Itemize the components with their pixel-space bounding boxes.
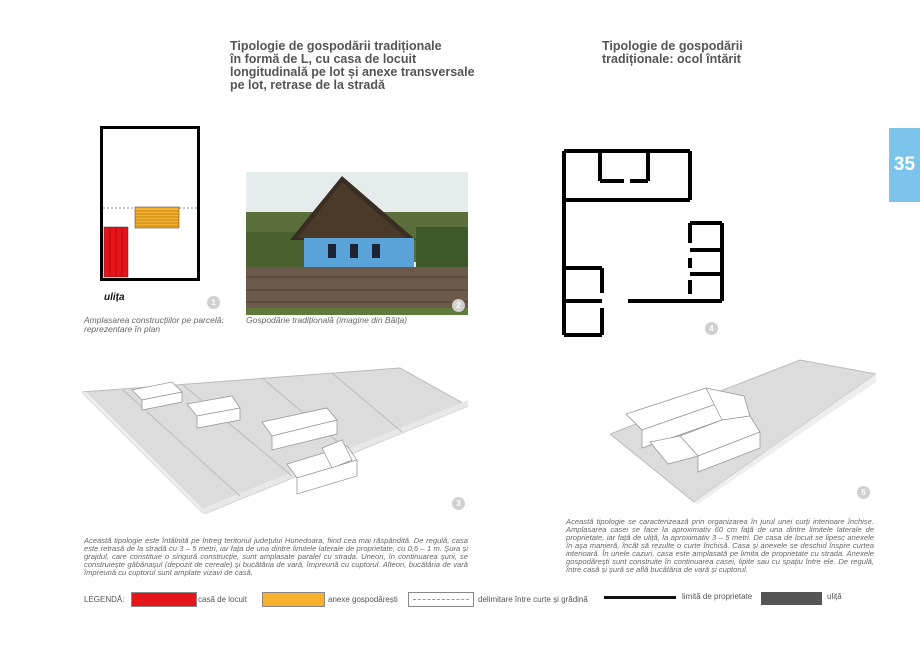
left-section-title: Tipologie de gospodării tradiționale în formă de L, cu casa de locuit longitudinală pe lot și anexe transversale pe lot, retrase de la stradă bbox=[230, 39, 475, 92]
figure-1-caption: Amplasarea construcțiilor pe parcelă: reprezentare în plan bbox=[84, 315, 224, 334]
figure-number-1: 1 bbox=[207, 296, 220, 309]
legend-label-property-limit: limită de proprietate bbox=[682, 592, 753, 601]
figure-number-4: 4 bbox=[705, 322, 718, 335]
legend-swatch-street bbox=[761, 592, 822, 605]
legend-label-courtyard-delimitation: delimitare între curte și grădină bbox=[478, 595, 588, 604]
street-label: ulița bbox=[104, 292, 125, 303]
right-description: Această tipologie se caracterizează prin organizarea în jurul unei curți interioare închise. Amplasarea casei se face la aproximativ 60 cm față de una dintre limitele laterale de proprietate, iar față de uliță, la aproximativ 3 – 5 metri. De casa de locuit se lipesc anexele în așa manieră, încât să rezulte o curte închisă. Casa și anexele se deschid înspre curtea interioară. În unele cazuri, casa este amplasată pe limita de proprietate cu strada. Anexele gospodărești sunt construite în continuarea casei, lipite sau cu spațiu între ele. De regulă, între casă și șură se află bucătăria de vară și cuptorul. bbox=[566, 517, 874, 574]
legend-swatch-house bbox=[131, 592, 197, 607]
left-description: Această tipologie este întâlnită pe întreg teritoriul județului Hunedoara, fiind cea mai răspândită. De regulă, casa este retrasă de la stradă cu 3 – 5 metri, iar fața de una dintre limitele laterale de proprietate, cu 0,6 – 1 m. Șura și grajdul, care constituie o singură construcție, sunt amplasate paralel cu strada. Uneori, în continuarea șurii, se construiește găbănașul (depozit de cereale) și bucătăria de vară, împreună cu cuptorul. Alteori, bucătăria de vară împreună cu cuptorul sunt amplate vizavi de casă. bbox=[84, 536, 468, 577]
legend-label-house: casă de locuit bbox=[198, 595, 247, 604]
legend-title: LEGENDĂ: bbox=[84, 595, 125, 604]
l-shaped-households-3d bbox=[82, 364, 468, 514]
plot-plan-figure bbox=[100, 126, 202, 282]
figure-2-caption: Gospodărie tradițională (imagine din Băița) bbox=[246, 315, 408, 325]
figure-number-2: 2 bbox=[452, 299, 465, 312]
legend-swatch-annexes bbox=[262, 592, 325, 607]
legend-label-street: uliță bbox=[827, 592, 842, 601]
fortified-courtyard-plan bbox=[560, 148, 726, 338]
page-number-tab: 35 bbox=[889, 128, 920, 202]
legend-swatch-courtyard-delimitation bbox=[408, 592, 474, 607]
legend-label-annexes: anexe gospodărești bbox=[328, 595, 398, 604]
fortified-courtyard-3d bbox=[610, 356, 876, 504]
traditional-house-photo bbox=[246, 172, 468, 315]
right-section-title: Tipologie de gospodării tradiționale: ocol întărit bbox=[602, 39, 743, 66]
figure-number-3: 3 bbox=[452, 497, 465, 510]
legend-swatch-property-limit bbox=[604, 596, 676, 599]
figure-number-5: 5 bbox=[857, 486, 870, 499]
